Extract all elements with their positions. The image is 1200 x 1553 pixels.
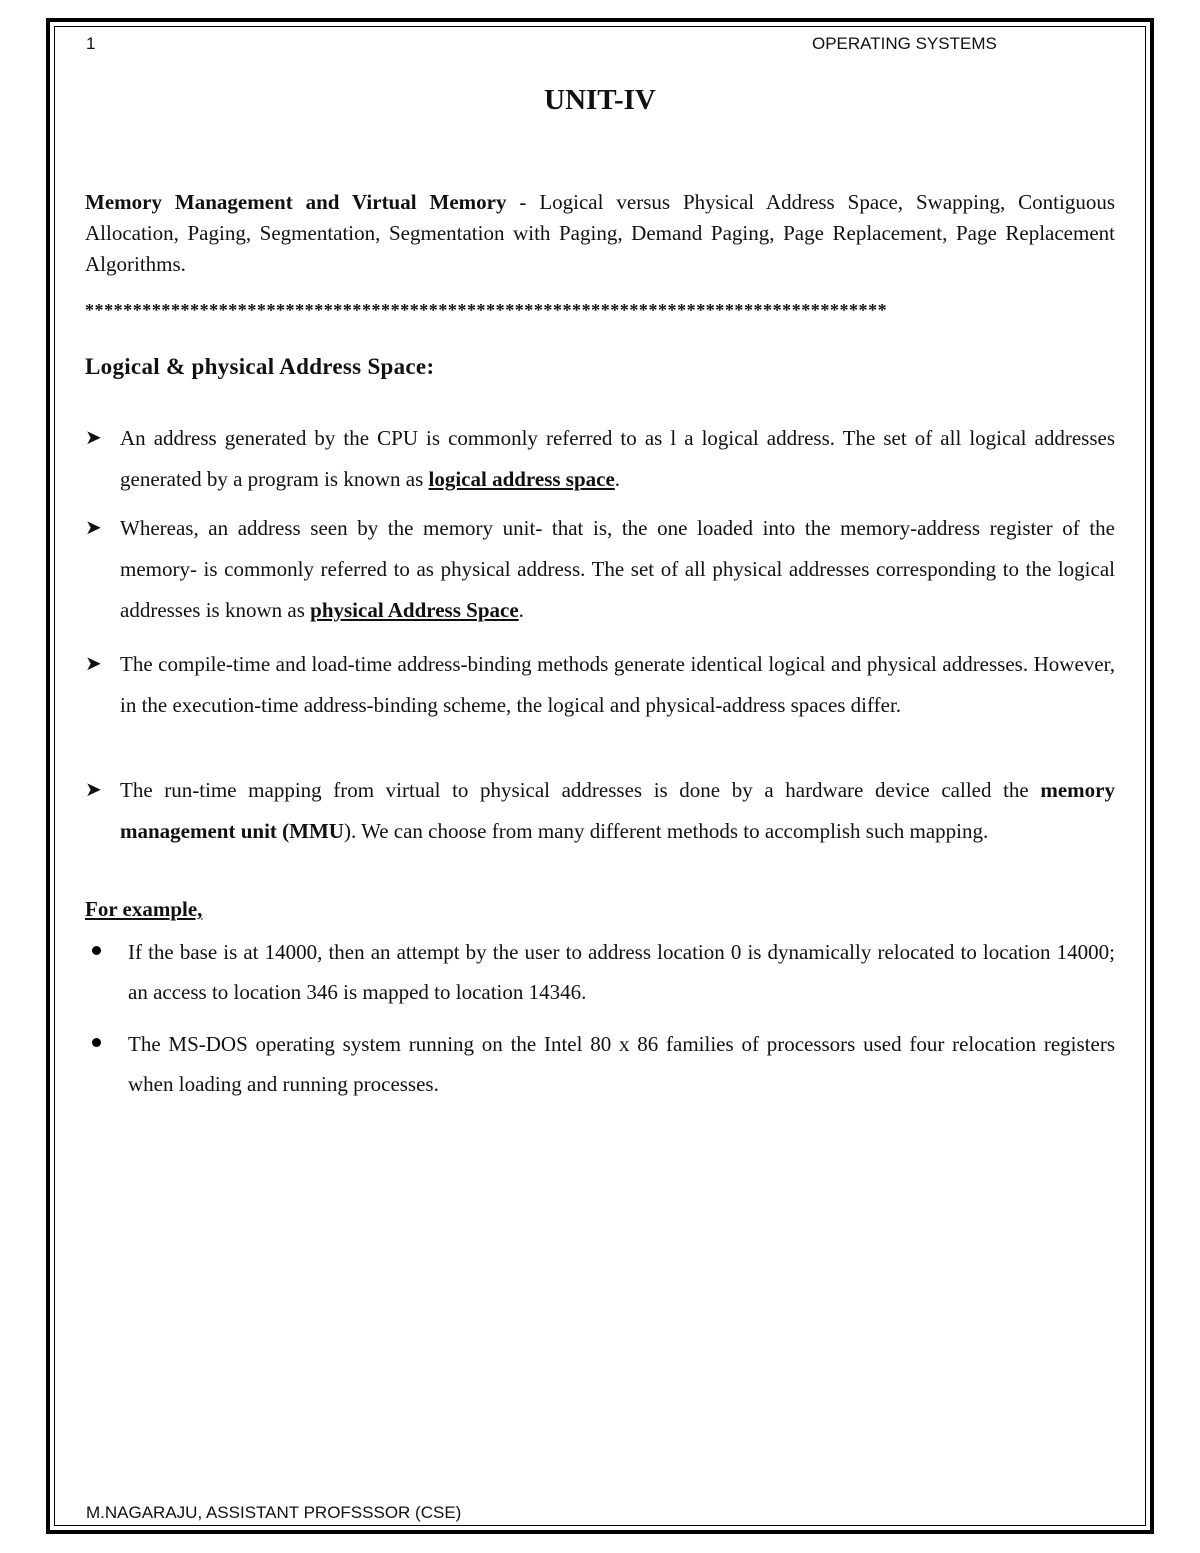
list-item (85, 508, 1115, 631)
bullet-dot-icon (92, 946, 101, 955)
list-item (85, 644, 1115, 726)
header-course-title: OPERATING SYSTEMS (812, 34, 997, 53)
example-item (85, 1024, 1115, 1104)
arrow-bullet-icon: ➤ (85, 427, 102, 449)
arrow-bullet-icon: ➤ (85, 653, 102, 675)
term-logical-address-space: logical address space (428, 467, 615, 491)
arrow-bullet-icon: ➤ (85, 779, 102, 801)
unit-title: UNIT-IV (544, 84, 656, 116)
example-label: For example, (85, 897, 203, 921)
list-item-text: An address generated by the CPU is commonly referred to as l a logical address. The set of all logical addresses generated by a program is known as logical address space. (120, 426, 1115, 491)
footer-author: M.NAGARAJU, ASSISTANT PROFSSSOR (CSE) (86, 1503, 462, 1522)
arrow-bullet-icon: ➤ (85, 517, 102, 539)
section-heading: Logical & physical Address Space: (85, 354, 435, 379)
term-physical-address-space: physical Address Space (310, 598, 519, 622)
page-number: 1 (86, 34, 96, 53)
list-item (85, 418, 1115, 500)
syllabus-paragraph (85, 187, 1115, 280)
list-item-text: The run-time mapping from virtual to physical addresses is done by a hardware device called the memory management unit (MMU). We can choose from many different methods to accomplish such mapping. (120, 778, 1115, 843)
list-item (85, 770, 1115, 852)
example-item (85, 932, 1115, 1012)
term-mmu: memory management unit (MMU (120, 778, 1115, 843)
bullet-dot-icon (92, 1038, 101, 1047)
example-text: If the base is at 14000, then an attempt by the user to address location 0 is dynamically relocated to location 14000; an access to location 346 is mapped to location 14346. (128, 940, 1115, 1004)
syllabus-topic: Memory Management and Virtual Memory (85, 190, 507, 214)
list-item-text: The compile-time and load-time address-binding methods generate identical logical and physical addresses. However, in the execution-time address-binding scheme, the logical and physical-address spaces differ. (120, 652, 1115, 717)
list-item-text: Whereas, an address seen by the memory unit- that is, the one loaded into the memory-address register of the memory- is commonly referred to as physical address. The set of all physical addresses corresponding to the logical addresses is known as physical Address Space. (120, 516, 1115, 622)
syllabus-subtopics: - Logical versus Physical Address Space, Swapping, Contiguous Allocation, Paging, Segmentation, Segmentation with Paging, Demand Paging, Page Replacement, Page Replacement Algorithms. (85, 190, 1116, 276)
example-text: The MS-DOS operating system running on the Intel 80 x 86 families of processors used four relocation registers when loading and running processes. (128, 1032, 1115, 1096)
separator-stars: ************************************************************************************ (85, 300, 888, 320)
